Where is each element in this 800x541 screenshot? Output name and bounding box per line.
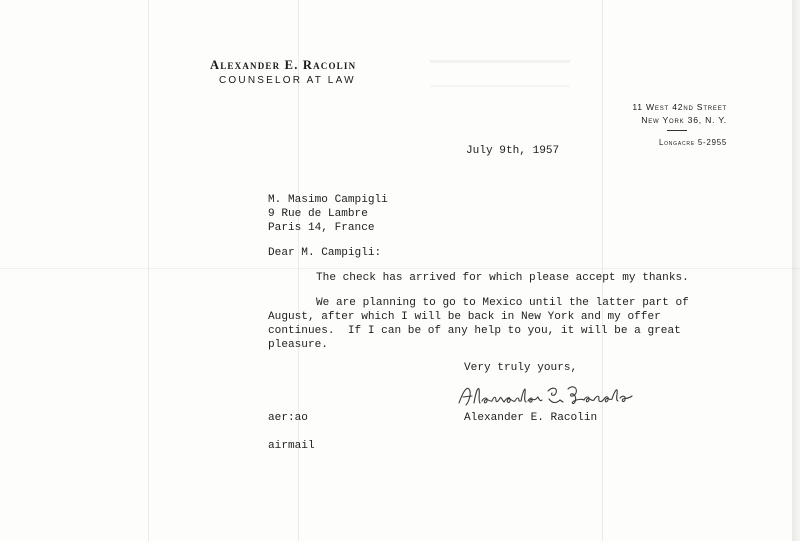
- fold-line-right: [602, 0, 603, 541]
- fold-line-left: [148, 0, 149, 541]
- letterhead-title: COUNSELOR AT LAW: [219, 75, 356, 86]
- letter-date: July 9th, 1957: [466, 145, 560, 157]
- paragraph-1: The check has arrived for which please accept my thanks.: [316, 272, 689, 284]
- address-divider: [667, 130, 687, 131]
- show-through-mark: [430, 60, 570, 87]
- letterhead-address-street: 11 West 42nd Street: [632, 102, 727, 112]
- paragraph-2-line-1: We are planning to go to Mexico until the latter part of: [316, 297, 689, 309]
- signature-typed-name: Alexander E. Racolin: [464, 412, 598, 424]
- handwritten-signature: [456, 381, 646, 411]
- paragraph-2-line-3: continues. If I can be of any help to you, it will be a great: [268, 325, 681, 337]
- recipient-street: 9 Rue de Lambre: [268, 208, 368, 220]
- paragraph-2-line-2: August, after which I will be back in New York and my offer: [268, 311, 661, 323]
- paragraph-2-line-4: pleasure.: [268, 339, 328, 351]
- letterhead-name: Alexander E. Racolin: [210, 58, 357, 72]
- recipient-name: M. Masimo Campigli: [268, 194, 388, 206]
- mail-note: airmail: [268, 440, 315, 452]
- reference-initials: aer:ao: [268, 412, 308, 424]
- letterhead-phone: Longacre 5-2955: [658, 138, 727, 147]
- letterhead-address-city: New York 36, N. Y.: [641, 115, 727, 125]
- closing: Very truly yours,: [464, 362, 578, 374]
- fold-line-horizontal: [0, 268, 800, 269]
- salutation: Dear M. Campigli:: [268, 247, 382, 259]
- recipient-city: Paris 14, France: [268, 222, 375, 234]
- paper-edge: [792, 0, 800, 541]
